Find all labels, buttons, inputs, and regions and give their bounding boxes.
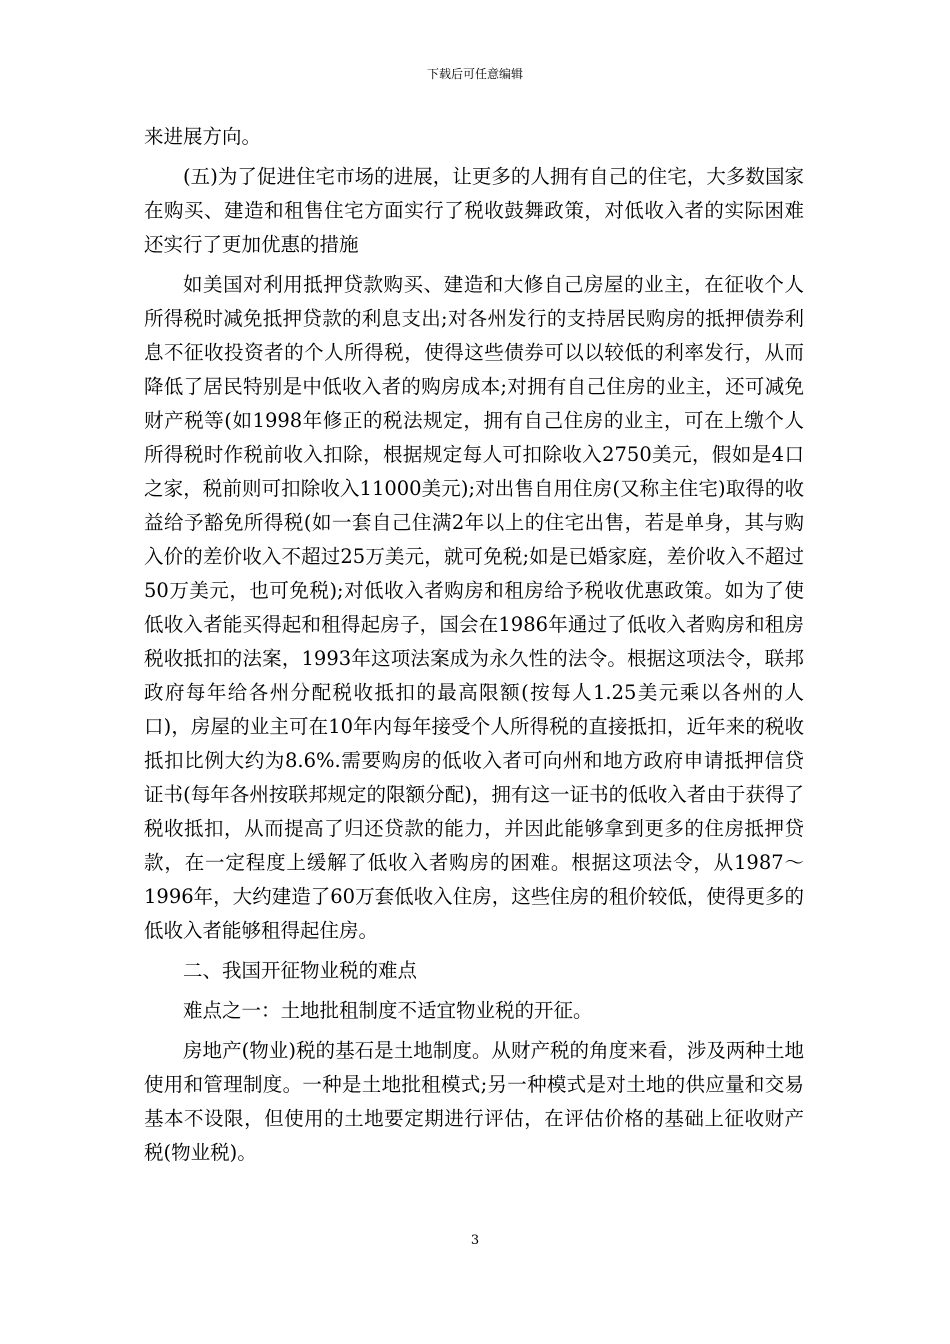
paragraph-section-five: (五)为了促进住宅市场的进展，让更多的人拥有自己的住宅，大多数国家在购买、建造和租售住宅方面实行了税收鼓舞政策，对低收入者的实际困难还实行了更加优惠的措施 [144,165,804,256]
page-header: 下载后可任意编辑 [426,67,523,81]
paragraph-difficulty-one: 难点之一：土地批租制度不适宜物业税的开征。 [183,999,593,1022]
paragraph-land-system: 房地产(物业)税的基石是土地制度。从财产税的角度来看，涉及两种土地使用和管理制度。一种是土地批租模式;另一种模式是对土地的供应量和交易基本不设限，但使用的土地要定期进行评估，在评估价格的基础上征收财产税(物业税)。 [144,1039,804,1164]
document-body [144,120,804,1176]
paragraph-us-example: 如美国对利用抵押贷款购买、建造和大修自己房屋的业主，在征收个人所得税时减免抵押贷款的利息支出;对各州发行的支持居民购房的抵押债券利息不征收投资者的个人所得税，使得这些债券可以以较低的利率发行，从而降低了居民特别是中低收入者的购房成本;对拥有自己住房的业主，还可减免财产税等(如1998年修正的税法规定，拥有自己住房的业主，可在上缴个人所得税时作税前收入扣除，根据规定每人可扣除收入2750美元，假如是4口之家，税前则可扣除收入11000美元);对出售自用住房(又称主住宅)取得的收益给予豁免所得税(如一套自己住满2年以上的住宅出售，若是单身，其与购入价的差价收入不超过25万美元，就可免税;如是已婚家庭，差价收入不超过50万美元，也可免税);对低收入者购房和租房给予税收优惠政策。如为了使低收入者能买得起和租得起房子，国会在1986年通过了低收入者购房和租房税收抵扣的法案，1993年这项法案成为永久性的法令。根据这项法令，联邦政府每年给各州分配税收抵扣的最高限额(按每人1.25美元乘以各州的人口)，房屋的业主可在10年内每年接受个人所得税的直接抵扣，近年来的税收抵扣比例大约为8.6%.需要购房的低收入者可向州和地方政府申请抵押信贷证书(每年各州按联邦规定的限额分配)，拥有这一证书的低收入者由于获得了税收抵扣，从而提高了归还贷款的能力，并因此能够拿到更多的住房抵押贷款，在一定程度上缓解了低收入者购房的困难。根据这项法令，从1987～1996年，大约建造了60万套低收入住房，这些住房的租价较低，使得更多的低收入者能够租得起住房。 [144,273,804,942]
section-heading-difficulties: 二、我国开征物业税的难点 [183,959,418,982]
page-number: 3 [470,1233,480,1248]
paragraph-continuation: 来进展方向。 [144,125,262,148]
